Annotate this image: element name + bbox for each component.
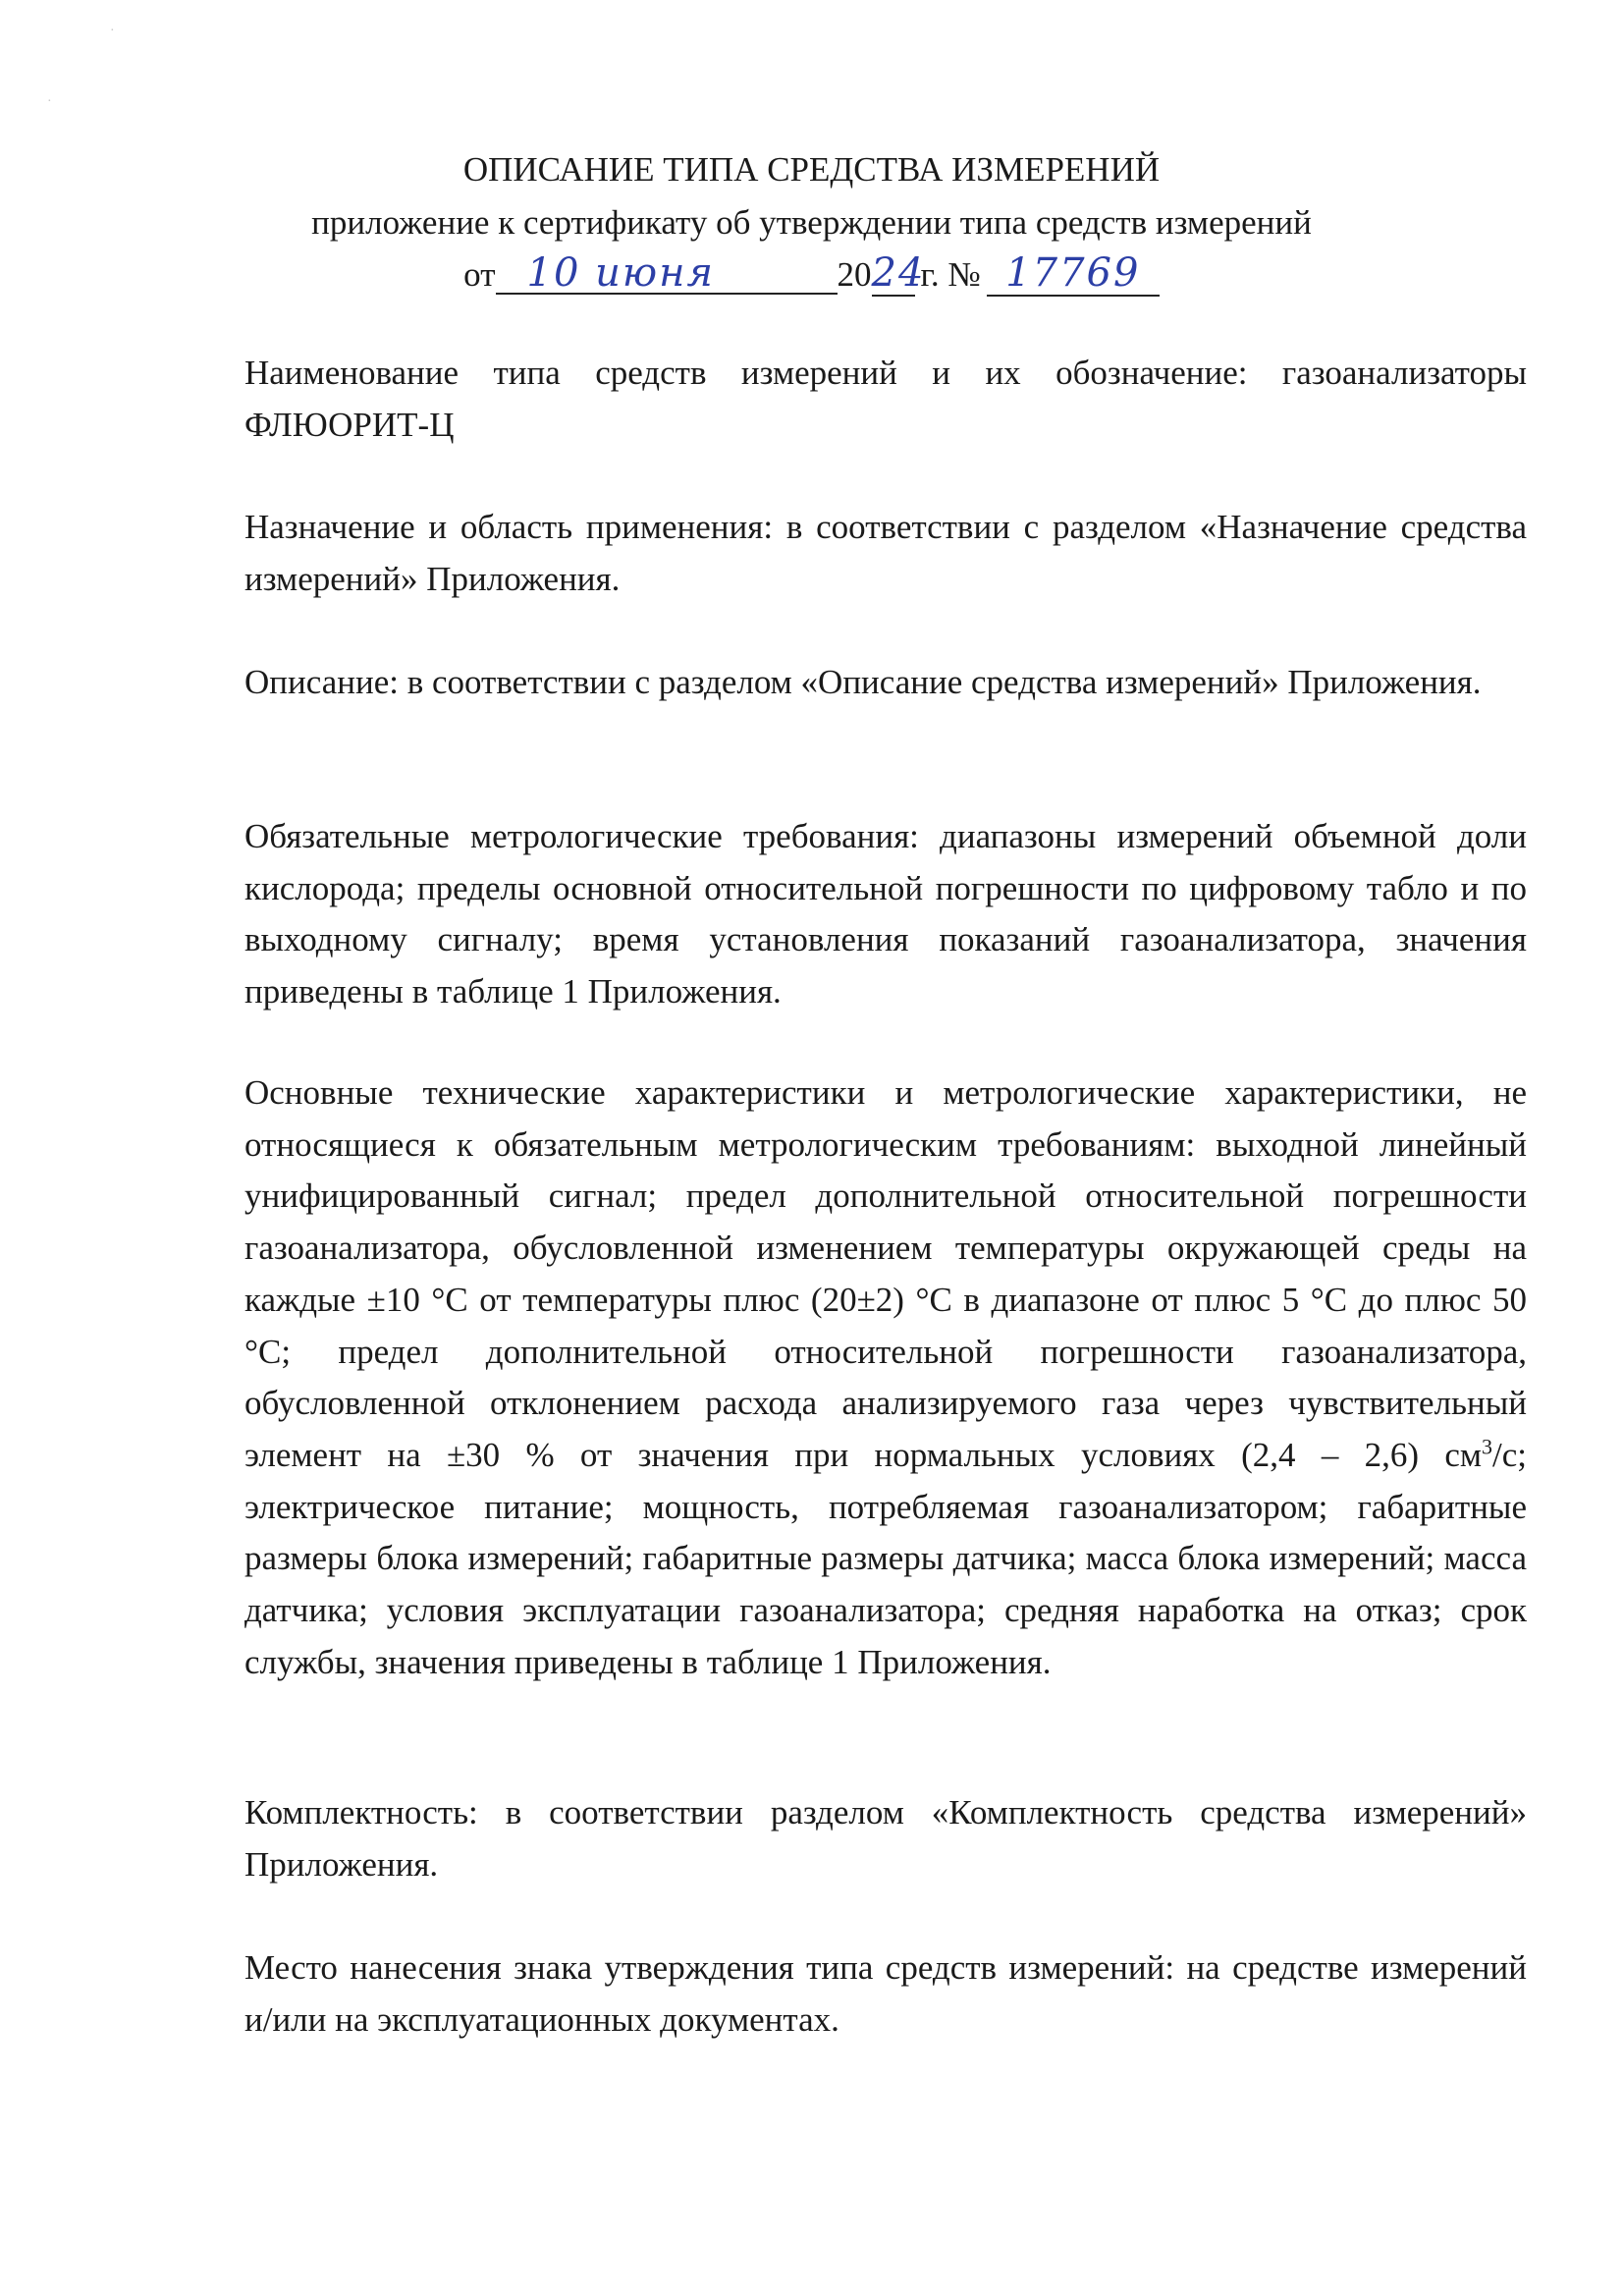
date-day-field (496, 251, 838, 295)
year-handwritten: 24 (871, 250, 926, 296)
certificate-date-line (196, 250, 1427, 300)
paragraph-name: Наименование типа средств измерений и их обозначение: газоанализаторы ФЛЮОРИТ-Ц (244, 354, 1527, 444)
document-subtitle: приложение к сертификату об утверждении типа средств измерений (311, 203, 1312, 242)
paragraph-mandatory-requirements: Обязательные метрологические требования: диапазоны измерений объемной доли кислорода; пределы основной относительной погрешности по цифровому табло и по выходному сигналу; время установления показаний газоанализатора, значения приведены в таблице 1 Приложения. (244, 817, 1527, 1011)
certificate-number-field (987, 251, 1160, 297)
scan-speck: · (110, 24, 115, 38)
scan-speck: · (47, 94, 52, 109)
characteristics-text-b: /с; электрическое питание; мощность, потребляемая газоанализатором; габаритные размеры блока измерений; габаритные размеры датчика; масса блока измерений; масса датчика; условия эксплуатации газоанализатора; средняя наработка на отказ; срок службы, значения приведены в таблице 1 Приложения. (244, 1435, 1527, 1681)
year-prefix: 20 (837, 255, 872, 294)
certificate-number-handwritten: 17769 (1005, 250, 1141, 296)
date-day-handwritten: 10 июня (526, 250, 715, 296)
characteristics-text-a: Основные технические характеристики и метрологические характеристики, не относящиеся к обязательным метрологическим требованиям: выходной линейный унифицированный сигнал; предел дополнительной относительной погрешности газоанализатора, обусловленной изменением температуры окружающей среды на каждые ±10 °С от температуры плюс (20±2) °С в диапазоне от плюс 5 °С до плюс 50 °С; предел дополнительной относительной погрешности газоанализатора, обусловленной отклонением расхода анализируемого газа через чувствительный элемент на ±30 % от значения при нормальных условиях (2,4 – 2,6) см (244, 1073, 1527, 1474)
year-field (871, 250, 926, 297)
document-title: ОПИСАНИЕ ТИПА СРЕДСТВА ИЗМЕРЕНИЙ (462, 150, 1161, 189)
cubic-superscript: 3 (1482, 1434, 1493, 1459)
paragraph-completeness: Комплектность: в соответствии разделом «Комплектность средства измерений» Приложения. (244, 1793, 1527, 1884)
paragraph-characteristics (244, 1067, 1527, 1688)
paragraph-purpose: Назначение и область применения: в соответствии с разделом «Назначение средства измерений» Приложения. (244, 508, 1527, 598)
date-prefix: от (463, 255, 496, 294)
paragraph-description: Описание: в соответствии с разделом «Описание средства измерений» Приложения. (244, 663, 1482, 701)
year-suffix: г. № (920, 255, 981, 294)
paragraph-mark-location: Место нанесения знака утверждения типа средств измерений: на средстве измерений и/или на эксплуатационных документах. (244, 1948, 1527, 2039)
